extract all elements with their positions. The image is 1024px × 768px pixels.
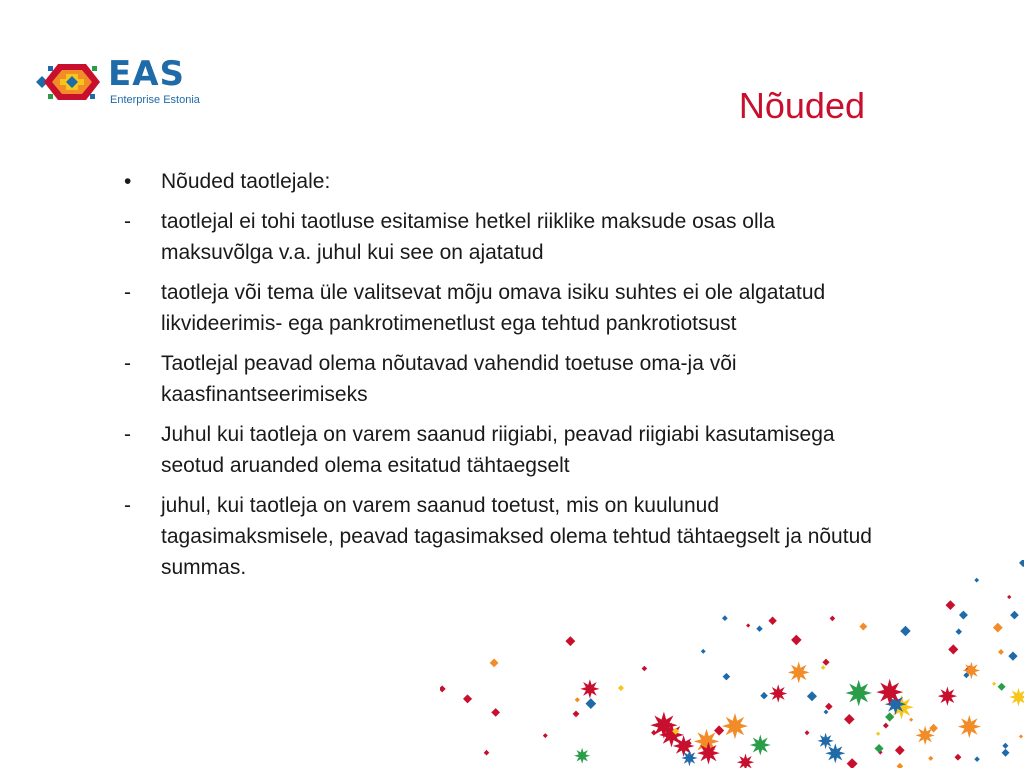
ornament-diamond-icon	[722, 615, 728, 621]
ornament-diamond-icon	[946, 600, 956, 610]
eas-ornament-icon	[30, 52, 106, 112]
ornament-star-icon	[876, 679, 903, 706]
ornament-star-icon	[574, 748, 590, 764]
ornament-diamond-icon	[992, 682, 996, 686]
ornament-diamond-icon	[883, 723, 889, 729]
ornament-star-icon	[958, 715, 981, 738]
ornament-diamond-icon	[440, 685, 446, 692]
ornament-diamond-icon	[876, 732, 880, 736]
list-item-text: Juhul kui taotleja on varem saanud riigiabi, peavad riigiabi kasutamisega seotud aruanded olema esitatud tähtaegselt	[161, 423, 835, 477]
ornament-diamond-icon	[885, 712, 894, 721]
ornament-diamond-icon	[956, 628, 963, 635]
ornament-diamond-icon	[909, 718, 913, 722]
ornament-diamond-icon	[928, 756, 933, 761]
ornament-diamond-icon	[565, 636, 575, 646]
ornament-diamond-icon	[1010, 611, 1019, 620]
ornament-diamond-icon	[760, 692, 768, 700]
ornament-diamond-icon	[993, 623, 1003, 633]
ornament-diamond-icon	[900, 626, 911, 637]
slide-title: Nõuded	[738, 85, 865, 126]
ornament-diamond-icon	[756, 626, 762, 632]
list-item-text: taotlejal ei tohi taotluse esitamise hetkel riiklike maksude osas olla maksuvõlga v.a. juhul kui see on ajatatud	[161, 210, 775, 264]
ornament-diamond-icon	[998, 649, 1004, 655]
ornament-star-icon	[681, 750, 697, 766]
ornament-diamond-icon	[822, 659, 829, 666]
ornament-diamond-icon	[1008, 652, 1017, 661]
ornament-diamond-icon	[805, 730, 810, 735]
ornament-star-icon	[769, 684, 787, 702]
ornament-diamond-icon	[824, 710, 829, 715]
ornament-diamond-icon	[875, 744, 884, 753]
ornament-diamond-icon	[723, 673, 731, 681]
ornament-diamond-icon	[1019, 560, 1024, 567]
ornament-star-icon	[845, 680, 872, 707]
ornament-diamond-icon	[844, 714, 855, 725]
ornament-diamond-icon	[1007, 595, 1011, 599]
dash-marker: -	[124, 423, 131, 446]
ornament-diamond-icon	[830, 616, 836, 622]
list-item-text: juhul, kui taotleja on varem saanud toetust, mis on kuulunud tagasimaksmisele, peavad tagasimaksed olema tehtud tähtaegselt ja nõutud summas.	[161, 494, 872, 579]
ornament-diamond-icon	[491, 708, 500, 717]
ornament-diamond-icon	[484, 750, 490, 756]
dash-marker: -	[124, 494, 131, 517]
ornament-diamond-icon	[998, 683, 1006, 691]
dash-marker: -	[124, 352, 131, 375]
slide-content	[118, 166, 888, 592]
ornament-star-icon	[750, 735, 771, 756]
ornament-diamond-icon	[586, 698, 597, 709]
ornament-star-icon	[817, 733, 834, 750]
list-item-text: Nõuded taotlejale:	[161, 170, 331, 193]
ornament-star-icon	[722, 713, 748, 739]
ornament-star-icon	[788, 662, 810, 684]
list-item-text: taotleja või tema üle valitsevat mõju omava isiku suhtes ei ole algatatud likvideerimis- ega pankrotimenetlust ega tehtud pankrotiotsust	[161, 281, 826, 335]
ornament-diamond-icon	[897, 763, 904, 768]
bullet-marker: •	[124, 170, 132, 193]
ornament-diamond-icon	[575, 697, 580, 702]
ornament-diamond-icon	[573, 711, 580, 718]
ornament-star-icon	[737, 754, 754, 768]
list-item	[118, 206, 888, 268]
ornament-diamond-icon	[974, 578, 979, 583]
dash-marker: -	[124, 281, 131, 304]
ornament-star-icon	[825, 743, 845, 763]
list-item-text: Taotlejal peavad olema nõutavad vahendid toetuse oma-ja või kaasfinantseerimiseks	[161, 352, 737, 406]
ornament-star-icon	[697, 742, 720, 765]
ornament-diamond-icon	[1019, 734, 1023, 738]
ornament-diamond-icon	[768, 617, 776, 626]
logo-subtitle: Enterprise Estonia	[110, 94, 200, 106]
ornament-diamond-icon	[701, 649, 706, 654]
ornament-diamond-icon	[859, 623, 867, 631]
list-item	[118, 419, 888, 481]
ornament-diamond-icon	[490, 659, 499, 668]
ornament-diamond-icon	[807, 691, 817, 701]
ornament-diamond-icon	[895, 745, 905, 755]
ornament-diamond-icon	[1002, 749, 1010, 757]
ornament-diamond-icon	[847, 758, 858, 768]
ornament-diamond-icon	[714, 725, 724, 735]
list-item	[118, 348, 888, 410]
ornament-diamond-icon	[642, 666, 648, 672]
ornament-diamond-icon	[1002, 743, 1008, 749]
list-item	[118, 166, 888, 197]
ornament-star-icon	[938, 686, 958, 706]
dash-marker: -	[124, 210, 131, 233]
decorative-pattern	[440, 560, 1024, 768]
logo-name: EAS	[108, 54, 186, 94]
ornament-diamond-icon	[543, 733, 548, 738]
ornament-diamond-icon	[618, 685, 624, 691]
ornament-diamond-icon	[791, 635, 802, 646]
ornament-diamond-icon	[959, 611, 968, 620]
ornament-star-icon	[580, 679, 599, 698]
ornament-diamond-icon	[825, 703, 833, 711]
ornament-diamond-icon	[651, 730, 657, 736]
ornament-diamond-icon	[746, 623, 750, 627]
ornament-diamond-icon	[821, 665, 826, 670]
ornament-diamond-icon	[463, 694, 472, 703]
ornament-star-icon	[1009, 688, 1024, 706]
list-item	[118, 277, 888, 339]
eas-logo	[30, 52, 220, 112]
ornament-diamond-icon	[955, 754, 962, 761]
ornament-diamond-icon	[974, 756, 980, 762]
ornament-diamond-icon	[948, 644, 958, 654]
